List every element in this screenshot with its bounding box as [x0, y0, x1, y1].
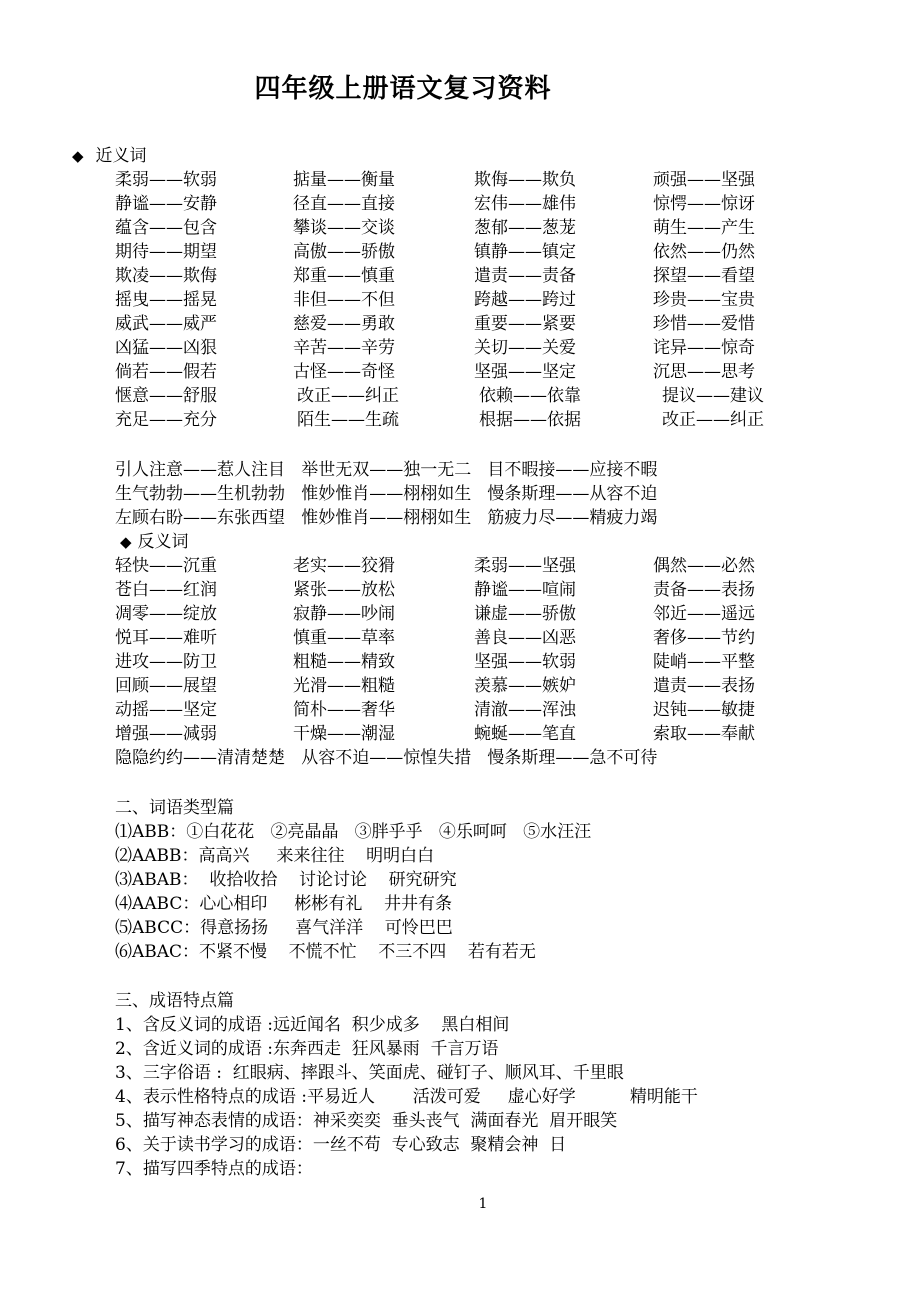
synonym-pair: 改正——纠正 — [297, 386, 399, 406]
antonym-pair: 凋零——绽放 — [115, 604, 217, 624]
antonym-row — [115, 698, 815, 722]
synonym-pair: 欺凌——欺侮 — [115, 266, 217, 286]
synonym-pair: 凶猛——凶狠 — [115, 338, 217, 358]
synonym-pair: 顽强——坚强 — [653, 170, 755, 190]
antonym-pair: 动摇——坚定 — [115, 700, 217, 720]
antonym-pair: 简朴——奢华 — [293, 700, 395, 720]
antonym-pair: 进攻——防卫 — [115, 652, 217, 672]
synonym-pair: 古怪——奇怪 — [293, 362, 395, 382]
antonym-pair: 寂静——吵闹 — [293, 604, 395, 624]
antonym-row — [115, 674, 815, 698]
synonym-row — [115, 360, 815, 384]
antonym-pair: 回顾——展望 — [115, 676, 217, 696]
synonym-row — [115, 264, 815, 288]
synonym-pair: 径直——直接 — [293, 194, 395, 214]
synonym-idiom-line: 生气勃勃——生机勃勃 惟妙惟肖——栩栩如生 慢条斯理——从容不迫 — [115, 484, 658, 504]
antonym-pair: 柔弱——坚强 — [474, 556, 576, 576]
word-type-line: ⑶ABAB： 收拾收拾 讨论讨论 研究研究 — [115, 870, 457, 890]
page-number: 1 — [478, 1196, 488, 1212]
antonym-row — [115, 602, 815, 626]
antonym-pair: 善良——凶恶 — [474, 628, 576, 648]
antonym-pair: 清澈——浑浊 — [474, 700, 576, 720]
synonyms-heading-text: 近义词 — [95, 146, 147, 166]
synonyms-heading — [72, 144, 147, 168]
antonym-pair: 苍白——红润 — [115, 580, 217, 600]
synonym-pair: 珍惜——爱惜 — [653, 314, 755, 334]
synonym-pair: 根据——依据 — [479, 410, 581, 430]
antonyms-heading — [120, 530, 189, 554]
antonym-row — [115, 722, 815, 746]
antonym-pair: 增强——减弱 — [115, 724, 217, 744]
word-type-line: ⑵AABB：高高兴 来来往往 明明白白 — [115, 846, 435, 866]
synonym-pair: 威武——威严 — [115, 314, 217, 334]
synonym-row — [115, 312, 815, 336]
idiom-feature-line: 7、描写四季特点的成语： — [115, 1159, 313, 1179]
synonym-pair: 沉思——思考 — [653, 362, 755, 382]
antonym-pair: 遣责——表扬 — [653, 676, 755, 696]
synonym-row — [115, 384, 815, 408]
synonym-row — [115, 192, 815, 216]
synonym-row — [115, 240, 815, 264]
antonym-pair: 老实——狡猾 — [293, 556, 395, 576]
synonym-pair: 期待——期望 — [115, 242, 217, 262]
synonym-pair: 攀谈——交谈 — [293, 218, 395, 238]
synonym-pair: 柔弱——软弱 — [115, 170, 217, 190]
synonym-pair: 关切——关爱 — [474, 338, 576, 358]
antonym-row — [115, 626, 815, 650]
synonym-pair: 坚强——坚定 — [474, 362, 576, 382]
diamond-bullet-icon: ◆ — [120, 533, 132, 551]
antonym-pair: 奢侈——节约 — [653, 628, 755, 648]
antonym-pair: 蜿蜒——笔直 — [474, 724, 576, 744]
synonym-pair: 重要——紧要 — [474, 314, 576, 334]
idiom-feature-line: 6、关于读书学习的成语：一丝不苟 专心致志 聚精会神 日 — [115, 1135, 567, 1155]
word-type-line: ⑷AABC：心心相印 彬彬有礼 井井有条 — [115, 894, 453, 914]
antonym-row — [115, 554, 815, 578]
synonym-pair: 葱郁——葱茏 — [474, 218, 576, 238]
idiom-feature-line: 4、表示性格特点的成语 :平易近人 活泼可爱 虚心好学 精明能干 — [115, 1087, 698, 1107]
synonym-pair: 宏伟——雄伟 — [474, 194, 576, 214]
synonym-pair: 依然——仍然 — [653, 242, 755, 262]
synonym-pair: 遣责——责备 — [474, 266, 576, 286]
synonym-pair: 静谧——安静 — [115, 194, 217, 214]
antonym-pair: 邻近——遥远 — [653, 604, 755, 624]
antonym-pair: 粗糙——精致 — [293, 652, 395, 672]
synonym-pair: 慈爱——勇敢 — [293, 314, 395, 334]
synonym-idiom-line: 引人注意——惹人注目 举世无双——独一无二 目不暇接——应接不暇 — [115, 460, 658, 480]
antonym-idiom-line: 隐隐约约——清清楚楚 从容不迫——惊惶失措 慢条斯理——急不可待 — [115, 748, 658, 768]
synonym-pair: 非但——不但 — [293, 290, 395, 310]
antonym-pair: 谦虚——骄傲 — [474, 604, 576, 624]
synonym-pair: 惬意——舒服 — [115, 386, 217, 406]
antonym-pair: 迟钝——敏捷 — [653, 700, 755, 720]
word-type-line: ⑸ABCC：得意扬扬 喜气洋洋 可怜巴巴 — [115, 918, 453, 938]
idiom-feature-line: 3、三字俗语 : 红眼病、摔跟斗、笑面虎、碰钉子、顺风耳、千里眼 — [115, 1063, 624, 1083]
antonym-pair: 索取——奉献 — [653, 724, 755, 744]
synonym-pair: 改正——纠正 — [662, 410, 764, 430]
synonym-pair: 充足——充分 — [115, 410, 217, 430]
antonym-pair: 静谧——喧闹 — [474, 580, 576, 600]
synonym-pair: 诧异——惊奇 — [653, 338, 755, 358]
synonym-pair: 萌生——产生 — [653, 218, 755, 238]
antonym-pair: 紧张——放松 — [293, 580, 395, 600]
synonym-pair: 探望——看望 — [653, 266, 755, 286]
synonym-idiom-line: 左顾右盼——东张西望 惟妙惟肖——栩栩如生 筋疲力尽——精疲力竭 — [115, 508, 658, 528]
idiom-feature-line: 1、含反义词的成语 :远近闻名 积少成多 黑白相间 — [115, 1015, 510, 1035]
antonym-pair: 悦耳——难听 — [115, 628, 217, 648]
synonym-pair: 珍贵——宝贵 — [653, 290, 755, 310]
antonym-pair: 陡峭——平整 — [653, 652, 755, 672]
antonym-pair: 责备——表扬 — [653, 580, 755, 600]
antonym-pair: 偶然——必然 — [653, 556, 755, 576]
word-type-line: ⑴ABB：①白花花 ②亮晶晶 ③胖乎乎 ④乐呵呵 ⑤水汪汪 — [115, 822, 592, 842]
synonym-pair: 陌生——生疏 — [297, 410, 399, 430]
synonym-row — [115, 408, 815, 432]
diamond-bullet-icon: ◆ — [72, 147, 84, 165]
antonym-pair: 光滑——粗糙 — [293, 676, 395, 696]
antonyms-heading-text: 反义词 — [137, 532, 189, 552]
synonym-pair: 蕴含——包含 — [115, 218, 217, 238]
antonym-pair: 慎重——草率 — [293, 628, 395, 648]
synonym-pair: 郑重——慎重 — [293, 266, 395, 286]
antonym-pair: 坚强——软弱 — [474, 652, 576, 672]
word-types-heading: 二、词语类型篇 — [115, 798, 234, 818]
word-type-line: ⑹ABAC：不紧不慢 不慌不忙 不三不四 若有若无 — [115, 942, 536, 962]
idiom-feature-line: 2、含近义词的成语 :东奔西走 狂风暴雨 千言万语 — [115, 1039, 499, 1059]
synonym-pair: 跨越——跨过 — [474, 290, 576, 310]
synonym-pair: 镇静——镇定 — [474, 242, 576, 262]
idiom-features-heading: 三、成语特点篇 — [115, 991, 234, 1011]
antonym-pair: 干燥——潮湿 — [293, 724, 395, 744]
synonym-row — [115, 336, 815, 360]
synonym-pair: 高傲——骄傲 — [293, 242, 395, 262]
synonym-row — [115, 168, 815, 192]
antonym-row — [115, 650, 815, 674]
antonym-pair: 羡慕——嫉妒 — [474, 676, 576, 696]
synonym-pair: 提议——建议 — [662, 386, 764, 406]
idiom-feature-line: 5、描写神态表情的成语：神采奕奕 垂头丧气 满面春光 眉开眼笑 — [115, 1111, 618, 1131]
synonym-pair: 辛苦——辛劳 — [293, 338, 395, 358]
synonym-pair: 掂量——衡量 — [293, 170, 395, 190]
synonym-pair: 摇曳——摇晃 — [115, 290, 217, 310]
synonym-pair: 欺侮——欺负 — [474, 170, 576, 190]
page-title: 四年级上册语文复习资料 — [254, 74, 552, 104]
antonym-row — [115, 578, 815, 602]
synonym-pair: 惊愕——惊讶 — [653, 194, 755, 214]
synonym-pair: 依赖——依靠 — [479, 386, 581, 406]
synonym-pair: 倘若——假若 — [115, 362, 217, 382]
synonym-row — [115, 288, 815, 312]
antonym-pair: 轻快——沉重 — [115, 556, 217, 576]
synonym-row — [115, 216, 815, 240]
